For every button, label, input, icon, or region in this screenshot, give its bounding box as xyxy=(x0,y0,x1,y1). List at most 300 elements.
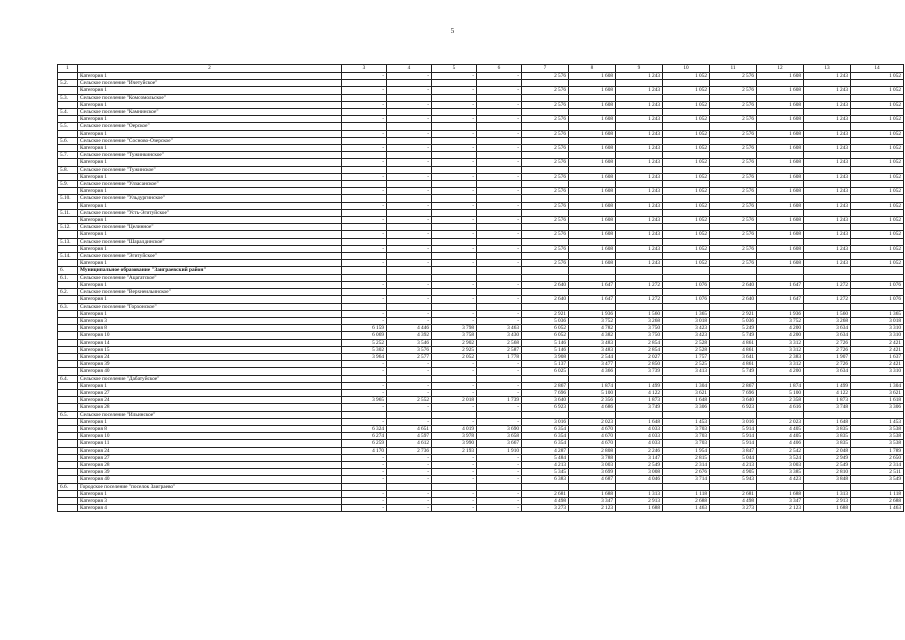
value-cell xyxy=(616,224,663,231)
value-cell: 3 306 xyxy=(663,404,710,411)
value-cell xyxy=(387,209,432,216)
value-cell xyxy=(804,123,851,130)
value-cell: 3 739 xyxy=(616,368,663,375)
value-cell: 2 544 xyxy=(569,353,616,360)
value-cell: 1 052 xyxy=(663,116,710,123)
value-cell: 1 243 xyxy=(804,217,851,224)
value-cell: 4 033 xyxy=(616,440,663,447)
value-cell: 2 576 xyxy=(522,188,569,195)
value-cell: 4 616 xyxy=(757,404,804,411)
value-cell xyxy=(477,181,522,188)
table-row xyxy=(58,159,904,166)
value-cell: 2 027 xyxy=(616,353,663,360)
row-name: Сельское поселение "Горхонское" xyxy=(78,303,342,310)
value-cell: 2 640 xyxy=(710,281,757,288)
row-code xyxy=(58,260,78,267)
value-cell: - xyxy=(432,497,477,504)
row-name: Сельское поселение "Камнинское" xyxy=(78,109,342,116)
row-code: 6.1. xyxy=(58,274,78,281)
value-cell: 2 850 xyxy=(616,361,663,368)
value-cell xyxy=(522,181,569,188)
row-name: Сельское поселение "Сосново-Озерское" xyxy=(78,137,342,144)
value-cell xyxy=(757,267,804,274)
value-cell: - xyxy=(477,87,522,94)
value-cell: 3 268 xyxy=(616,317,663,324)
value-cell xyxy=(616,267,663,274)
value-cell: 1 608 xyxy=(569,73,616,80)
table-row xyxy=(58,116,904,123)
value-cell: 4 122 xyxy=(616,389,663,396)
row-name: Категория 1 xyxy=(78,281,342,288)
row-name: Категория 1 xyxy=(78,418,342,425)
value-cell xyxy=(432,209,477,216)
value-cell: 6 923 xyxy=(710,404,757,411)
table-row xyxy=(58,325,904,332)
value-cell: 5 044 xyxy=(710,454,757,461)
value-cell xyxy=(477,137,522,144)
value-cell: - xyxy=(477,188,522,195)
value-cell: 3 703 xyxy=(663,433,710,440)
value-cell: 2 913 xyxy=(804,497,851,504)
value-cell: 1 647 xyxy=(757,281,804,288)
value-cell: 4 861 xyxy=(710,346,757,353)
value-cell: - xyxy=(477,454,522,461)
value-cell: 3 634 xyxy=(804,332,851,339)
row-code xyxy=(58,353,78,360)
value-cell xyxy=(432,80,477,87)
value-cell xyxy=(851,253,904,260)
value-cell xyxy=(710,109,757,116)
value-cell: 3 640 xyxy=(522,397,569,404)
value-cell xyxy=(477,289,522,296)
value-cell: 1 243 xyxy=(616,245,663,252)
value-cell: 2 810 xyxy=(804,469,851,476)
value-cell: 1 608 xyxy=(569,202,616,209)
value-cell xyxy=(387,80,432,87)
value-cell: 2 576 xyxy=(710,73,757,80)
value-cell xyxy=(477,123,522,130)
table-row xyxy=(58,433,904,440)
value-cell xyxy=(432,123,477,130)
section-row xyxy=(58,152,904,159)
value-cell xyxy=(432,195,477,202)
value-cell: 6 069 xyxy=(342,332,387,339)
value-cell: 1 608 xyxy=(569,217,616,224)
value-cell: 3 965 xyxy=(342,397,387,404)
value-cell: 2 640 xyxy=(522,281,569,288)
table-row xyxy=(58,73,904,80)
value-cell: - xyxy=(477,469,522,476)
value-cell: - xyxy=(432,454,477,461)
value-cell: 2 576 xyxy=(710,159,757,166)
value-cell: 3 310 xyxy=(851,325,904,332)
value-cell xyxy=(616,253,663,260)
value-cell: - xyxy=(477,490,522,497)
value-cell: 6 324 xyxy=(342,425,387,432)
value-cell xyxy=(757,195,804,202)
table-row xyxy=(58,260,904,267)
value-cell: - xyxy=(342,490,387,497)
value-cell: 4 046 xyxy=(616,476,663,483)
value-cell: 1 272 xyxy=(804,296,851,303)
value-cell: 1 637 xyxy=(851,353,904,360)
value-cell: 1 618 xyxy=(851,397,904,404)
value-cell: 3 621 xyxy=(851,389,904,396)
value-cell: 1 608 xyxy=(569,145,616,152)
value-cell xyxy=(342,195,387,202)
row-name: Сельское поселение "Эгитуйское" xyxy=(78,253,342,260)
value-cell: 1 243 xyxy=(804,145,851,152)
value-cell xyxy=(616,80,663,87)
table-row xyxy=(58,188,904,195)
row-name: Сельское поселение "Ацагатское" xyxy=(78,274,342,281)
value-cell: 3 641 xyxy=(710,353,757,360)
value-cell: 1 052 xyxy=(663,245,710,252)
value-cell: 1 052 xyxy=(663,73,710,80)
value-cell: 1 076 xyxy=(851,281,904,288)
value-cell: - xyxy=(342,505,387,512)
value-cell xyxy=(710,152,757,159)
row-code xyxy=(58,73,78,80)
value-cell: 1 608 xyxy=(569,116,616,123)
row-name: Категория 28 xyxy=(78,461,342,468)
row-code xyxy=(58,418,78,425)
value-cell: 1 243 xyxy=(804,116,851,123)
value-cell: 3 703 xyxy=(663,425,710,432)
section-row xyxy=(58,123,904,130)
table-row xyxy=(58,310,904,317)
value-cell xyxy=(663,94,710,101)
value-cell xyxy=(477,209,522,216)
value-cell: 3 690 xyxy=(477,425,522,432)
value-cell: 2 576 xyxy=(710,130,757,137)
table-row xyxy=(58,476,904,483)
value-cell: - xyxy=(477,389,522,396)
header-cell: 1 xyxy=(58,65,78,73)
value-cell xyxy=(851,289,904,296)
header-cell: 14 xyxy=(851,65,904,73)
value-cell: - xyxy=(387,87,432,94)
value-cell: 1 052 xyxy=(851,116,904,123)
row-code: 6.3. xyxy=(58,303,78,310)
value-cell xyxy=(851,483,904,490)
value-cell: 3 423 xyxy=(663,332,710,339)
value-cell: - xyxy=(387,469,432,476)
value-cell: 4 406 xyxy=(757,440,804,447)
value-cell: 1 954 xyxy=(663,447,710,454)
row-name: Категория 10 xyxy=(78,433,342,440)
row-code xyxy=(58,433,78,440)
row-code xyxy=(58,245,78,252)
table-row xyxy=(58,490,904,497)
row-name: Категория 10 xyxy=(78,332,342,339)
value-cell: 3 546 xyxy=(387,339,432,346)
row-name: Категория 1 xyxy=(78,382,342,389)
value-cell: 4 670 xyxy=(569,440,616,447)
value-cell: 1 052 xyxy=(851,159,904,166)
value-cell xyxy=(851,195,904,202)
value-cell xyxy=(710,238,757,245)
value-cell: - xyxy=(387,130,432,137)
value-cell: - xyxy=(477,368,522,375)
table-row xyxy=(58,346,904,353)
value-cell xyxy=(569,80,616,87)
value-cell xyxy=(477,274,522,281)
row-name: Категория 1 xyxy=(78,73,342,80)
table-row xyxy=(58,281,904,288)
value-cell: 4 651 xyxy=(387,425,432,432)
value-cell xyxy=(757,209,804,216)
value-cell xyxy=(522,224,569,231)
value-cell: 2 576 xyxy=(522,130,569,137)
value-cell xyxy=(757,181,804,188)
value-cell: 5 943 xyxy=(710,476,757,483)
row-name: Категория 1 xyxy=(78,296,342,303)
value-cell: 1 052 xyxy=(663,217,710,224)
value-cell xyxy=(851,274,904,281)
value-cell: 1 688 xyxy=(757,490,804,497)
value-cell: 2 549 xyxy=(804,461,851,468)
value-cell xyxy=(387,267,432,274)
value-cell xyxy=(757,238,804,245)
value-cell: - xyxy=(477,476,522,483)
value-cell: 1 243 xyxy=(804,87,851,94)
value-cell: - xyxy=(342,281,387,288)
value-cell: 2 576 xyxy=(522,87,569,94)
value-cell: - xyxy=(477,296,522,303)
header-row xyxy=(58,65,904,73)
value-cell xyxy=(616,152,663,159)
row-code xyxy=(58,361,78,368)
row-code xyxy=(58,389,78,396)
row-name: Категория 27 xyxy=(78,454,342,461)
value-cell: 6 383 xyxy=(522,476,569,483)
table-row xyxy=(58,404,904,411)
value-cell xyxy=(342,109,387,116)
row-code xyxy=(58,87,78,94)
value-cell xyxy=(342,152,387,159)
value-cell: - xyxy=(477,145,522,152)
header-cell: 11 xyxy=(710,65,757,73)
value-cell xyxy=(432,109,477,116)
value-cell: 2 052 xyxy=(432,353,477,360)
value-cell xyxy=(387,238,432,245)
value-cell: - xyxy=(387,389,432,396)
value-cell: 4 122 xyxy=(804,389,851,396)
value-cell xyxy=(342,123,387,130)
value-cell xyxy=(663,137,710,144)
value-cell xyxy=(757,152,804,159)
value-cell xyxy=(522,109,569,116)
row-name: Сельское поселение "Оерское" xyxy=(78,123,342,130)
header-cell: 5 xyxy=(432,65,477,73)
value-cell: - xyxy=(342,382,387,389)
value-cell xyxy=(851,209,904,216)
value-cell xyxy=(616,375,663,382)
value-cell xyxy=(387,109,432,116)
value-cell: 3 483 xyxy=(569,339,616,346)
value-cell xyxy=(477,166,522,173)
row-name: Категория 3 xyxy=(78,317,342,324)
value-cell: 1 608 xyxy=(757,87,804,94)
value-cell xyxy=(569,152,616,159)
value-cell xyxy=(477,483,522,490)
value-cell: - xyxy=(387,497,432,504)
value-cell xyxy=(804,209,851,216)
value-cell: 2 123 xyxy=(757,505,804,512)
section-row xyxy=(58,483,904,490)
value-cell: - xyxy=(387,281,432,288)
value-cell: 3 016 xyxy=(522,418,569,425)
table-row xyxy=(58,440,904,447)
value-cell xyxy=(569,303,616,310)
value-cell xyxy=(569,274,616,281)
value-cell: 1 243 xyxy=(804,159,851,166)
value-cell: - xyxy=(477,317,522,324)
value-cell xyxy=(804,80,851,87)
value-cell xyxy=(804,274,851,281)
value-cell: - xyxy=(477,159,522,166)
value-cell xyxy=(663,267,710,274)
value-cell xyxy=(663,375,710,382)
value-cell xyxy=(522,303,569,310)
value-cell: - xyxy=(477,217,522,224)
value-cell: 1 608 xyxy=(569,231,616,238)
value-cell: 2 676 xyxy=(663,469,710,476)
value-cell: - xyxy=(387,101,432,108)
row-code: 5.5. xyxy=(58,123,78,130)
value-cell xyxy=(432,253,477,260)
value-cell: - xyxy=(342,454,387,461)
value-cell: 1 608 xyxy=(757,260,804,267)
value-cell: - xyxy=(477,101,522,108)
value-cell: 2 913 xyxy=(616,497,663,504)
table-row xyxy=(58,317,904,324)
value-cell: 2 421 xyxy=(851,339,904,346)
row-code xyxy=(58,231,78,238)
value-cell: 2 549 xyxy=(616,461,663,468)
value-cell: 2 576 xyxy=(522,231,569,238)
value-cell: 1 910 xyxy=(477,447,522,454)
row-name: Сельское поселение "Ильинское" xyxy=(78,411,342,418)
row-code xyxy=(58,382,78,389)
value-cell: 1 243 xyxy=(804,173,851,180)
value-cell: 1 243 xyxy=(804,101,851,108)
value-cell: 3 750 xyxy=(616,332,663,339)
value-cell: 2 681 xyxy=(710,490,757,497)
value-cell xyxy=(804,224,851,231)
value-cell xyxy=(569,483,616,490)
value-cell: 3 964 xyxy=(342,353,387,360)
value-cell xyxy=(663,411,710,418)
value-cell: 3 538 xyxy=(851,440,904,447)
value-cell: 3 750 xyxy=(616,325,663,332)
value-cell: - xyxy=(387,202,432,209)
value-cell: 2 576 xyxy=(522,145,569,152)
value-cell xyxy=(387,224,432,231)
value-cell: 1 052 xyxy=(663,231,710,238)
value-cell xyxy=(710,123,757,130)
value-cell: - xyxy=(387,188,432,195)
value-cell xyxy=(663,274,710,281)
value-cell: 6 354 xyxy=(522,433,569,440)
value-cell: 2 576 xyxy=(522,260,569,267)
value-cell xyxy=(522,152,569,159)
value-cell xyxy=(710,224,757,231)
row-name: Категория 4 xyxy=(78,505,342,512)
value-cell: - xyxy=(477,418,522,425)
value-cell: 1 608 xyxy=(757,130,804,137)
value-cell: 1 313 xyxy=(616,490,663,497)
value-cell: 3 016 xyxy=(710,418,757,425)
value-cell: 1 365 xyxy=(851,310,904,317)
value-cell: - xyxy=(342,217,387,224)
value-cell xyxy=(663,209,710,216)
value-cell xyxy=(757,411,804,418)
value-cell xyxy=(477,267,522,274)
value-cell xyxy=(710,375,757,382)
value-cell: - xyxy=(387,461,432,468)
value-cell: 1 243 xyxy=(616,73,663,80)
value-cell: 1 272 xyxy=(616,281,663,288)
value-cell xyxy=(477,238,522,245)
header-cell: 9 xyxy=(616,65,663,73)
value-cell: 1 243 xyxy=(616,87,663,94)
row-code xyxy=(58,173,78,180)
section-row xyxy=(58,80,904,87)
value-cell: 3 908 xyxy=(522,353,569,360)
value-cell: 1 608 xyxy=(569,245,616,252)
value-cell: 5 036 xyxy=(522,317,569,324)
row-code xyxy=(58,188,78,195)
value-cell xyxy=(663,289,710,296)
row-code xyxy=(58,217,78,224)
value-cell: 1 499 xyxy=(804,382,851,389)
value-cell: - xyxy=(342,461,387,468)
value-cell: 3 273 xyxy=(522,505,569,512)
value-cell: 2 854 xyxy=(616,346,663,353)
value-cell: 3 634 xyxy=(804,368,851,375)
value-cell: - xyxy=(432,101,477,108)
value-cell: - xyxy=(342,188,387,195)
value-cell: - xyxy=(342,260,387,267)
value-cell xyxy=(616,411,663,418)
value-cell xyxy=(569,209,616,216)
value-cell: 1 243 xyxy=(804,245,851,252)
value-cell: 5 036 xyxy=(710,317,757,324)
value-cell: - xyxy=(432,87,477,94)
value-cell: - xyxy=(342,296,387,303)
value-cell: 3 835 xyxy=(804,425,851,432)
value-cell: 2 726 xyxy=(804,339,851,346)
value-cell: - xyxy=(477,281,522,288)
value-cell: 5 749 xyxy=(710,368,757,375)
value-cell: 3 430 xyxy=(477,332,522,339)
value-cell: 5 249 xyxy=(710,325,757,332)
value-cell: 3 347 xyxy=(569,497,616,504)
value-cell: - xyxy=(342,116,387,123)
row-name: Категория 1 xyxy=(78,87,342,94)
row-code xyxy=(58,440,78,447)
value-cell: 1 608 xyxy=(757,188,804,195)
value-cell xyxy=(569,94,616,101)
value-cell xyxy=(710,483,757,490)
value-cell xyxy=(522,195,569,202)
row-code: 5.12. xyxy=(58,224,78,231)
value-cell: 3 835 xyxy=(804,440,851,447)
value-cell xyxy=(569,267,616,274)
value-cell: 2 726 xyxy=(804,361,851,368)
